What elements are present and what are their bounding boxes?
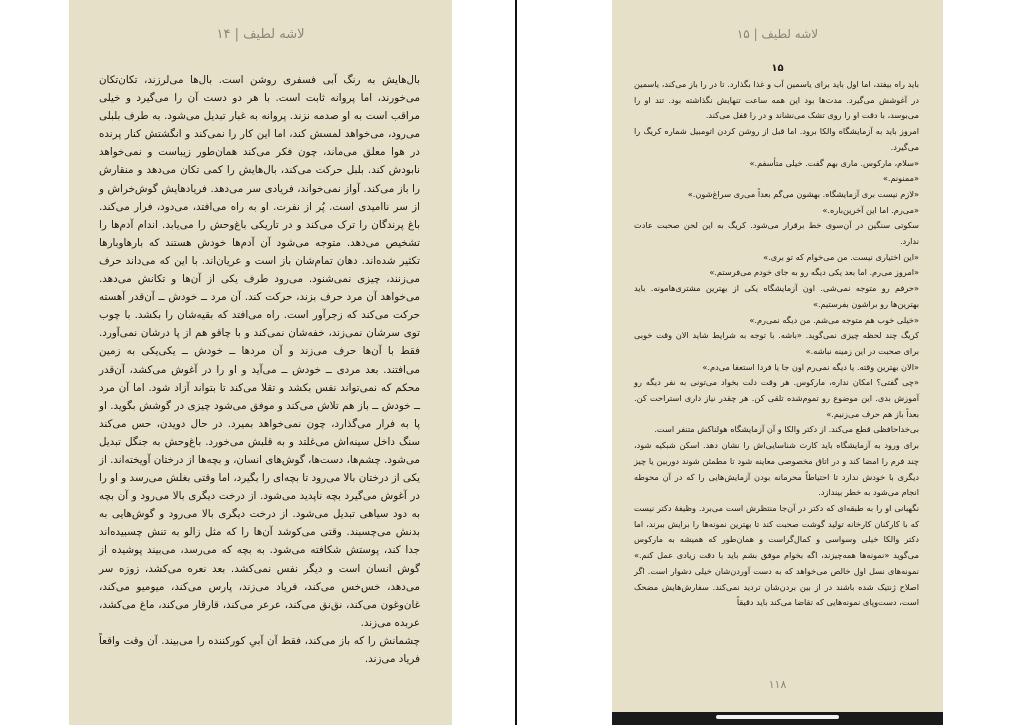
right-page (612, 0, 943, 712)
paragraph: برای ورود به آزمایشگاه باید کارت شناسایی‌اش را نشان دهد. اسکن شبکیه شود، چند فرم را امضا کند و در اتاق مخصوصی معاینه شود تا مطمئن شوند دوربین یا چیز دیگری با خودش ندارد تا احتیاطاً محرمانه بودن آزمایش‌هایی را که در آن محوطه انجام می‌شود به خطر بیندازد. (634, 440, 919, 498)
left-page-body (99, 71, 420, 668)
home-indicator[interactable] (716, 715, 839, 719)
paragraph: «خیلی خوب هم متوجه می‌شم. من دیگه نمی‌رم.» (749, 314, 919, 325)
paragraph: باید راه بیفتد، اما اول باید برای یاسمین آب و غذا بگذارد. تا در را باز می‌کند، یاسمین در آغوشش می‌گیرد. مدت‌ها بود این همه ساعت تنهایش نگذاشته بود. تند او را می‌بوسد، با دقت او را روی تشک می‌نشاند و در را قفل می‌کند. (634, 79, 919, 121)
right-page-header: لاشه لطیف | ۱۵ (736, 27, 819, 41)
paragraph: «امروز می‌رم. اما بعد یکی دیگه رو به جای خودم می‌فرستم.» (709, 267, 919, 278)
paragraph: نگهبانی او را به طبقه‌ای که دکتر در آن‌جا منتظرش است می‌برد. وظیفهٔ دکتر نیست که با کارکنان کارخانه تولید گوشت صحبت کند تا بهترین نمونه‌ها را برایش ببرند، اما دکتر والکا خیلی وسواسی و کمال‌گراست و همان‌طور که همیشه به مارکوس می‌گوید «نمونه‌ها همه‌چیزند، اگه بخوام موفق بشم باید با دقت زیادی عمل کنم.» نمونه‌های نسل اول خالص می‌خواهد که به دست آوردن‌شان خیلی دشوار است. اگر اصلاح ژنتیک شده باشند در از بین بردن‌شان تردید نمی‌کند. سفارش‌هایش مضحک است، دست‌وپای نمونه‌هایی که تقاضا می‌کند باید دقیقاً (634, 502, 919, 608)
paragraph: امروز باید به آزمایشگاه والکا برود. اما قبل از روشن کردن اتومبیل شماره کریگ را می‌گیرد. (634, 126, 919, 152)
paragraph: «می‌رم. اما این آخرین‌باره.» (822, 204, 919, 215)
left-page-header: لاشه لطیف | ۱۴ (216, 27, 305, 42)
chapter-number: ۱۵ (771, 63, 784, 74)
paragraph: «لازم نیست بری آزمایشگاه. بهشون می‌گم بعداً می‌ری سراغ‌شون.» (687, 188, 919, 199)
paragraph: بال‌هایش به رنگ آبی فسفری روشن است. بال‌ها می‌لرزند، تکان‌تکان می‌خورند، اما پروانه ثابت است. با هر دو دست آن را می‌گیرد و خیلی مراقب است به او صدمه نزند. پروانه به غبار تبدیل می‌شود. به طرف بلبلی می‌رود، می‌خواهد لمسش کند، اما این کار را نمی‌کند و انگشتش کنار پرنده در هوا معلق می‌ماند، چون فکر می‌کند همان‌طور زیباست و نمی‌خواهد نابودش کند. بلبل حرکت می‌کند، بال‌هایش را کمی تکان می‌دهد و منقارش را باز می‌کند. آواز نمی‌خواند، فریادی سر می‌دهد. فریادهایش گوش‌خراش و از سر ناامیدی است. پُر از نفرت. او به راه می‌افتد، می‌دود، فرار می‌کند. باغ پرندگان را ترک می‌کند و در تاریکی باغ‌وحش را می‌یابد. اندام آدم‌ها را تشخیص می‌دهد. متوجه می‌شود آن آدم‌ها خودش هستند که بارها‌وبارها تکثیر شده‌اند. دهان تمام‌شان باز است و عریان‌اند. با این که می‌داند حرف می‌زنند، چیزی نمی‌شنود. می‌رود طرف یکی از آن‌ها و تکانش می‌دهد. می‌خواهد آن مرد حرف بزند، حرکت کند. آن مرد ــ خودش ــ آن‌قدر آهسته حرکت می‌کند که زجرآور است. راه می‌افتد که بقیه‌شان را بکشد. با چوب توی سرشان نمی‌زند، خفه‌شان نمی‌کند و با چاقو هم از پا درشان نمی‌آورد. فقط با آن‌ها حرف می‌زند و آن مردها ــ خودش ــ یکی‌یکی به زمین می‌افتند. بعد مردی ــ خودش ــ می‌آید و او را در آغوش می‌کشد، آن‌قدر محکم که نمی‌تواند نفس بکشد و تقلا می‌کند تا بتواند آزاد شود. اما آن مرد ــ خودش ــ باز هم تلاش می‌کند و موفق می‌شود چیزی در گوشش بگوید. او پا به فرار می‌گذارد، چون نمی‌خواهد بمیرد. در حال دویدن، حس می‌کند سنگ داخل سینه‌اش می‌غلتد و به قلبش می‌خورد. باغ‌وحش به جنگل تبدیل می‌شود. چشم‌ها، دست‌ها، گوش‌های انسان، و بچه‌ها از درختان آویخته‌اند. از یکی از درختان بالا می‌رود تا بچه‌ای را بگیرد، اما وقتی بغلش می‌رسد و او را در آغوش می‌گیرد بچه ناپدید می‌شود. از درخت دیگری بالا می‌رود و آن بچه به دود سیاهی تبدیل می‌شود. از درخت دیگری بالا می‌رود و گوش‌هایی به بدنش می‌چسبند. وقتی می‌کوشد آن‌ها را که مثل زالو به تنش چسبیده‌اند جدا کند، پوستش شکافته می‌شود. به بچه که می‌رسد، می‌بیند پوشیده از گوش انسان است و دیگر نفس نمی‌کشد. بعد نعره می‌کشد، زوزه سر می‌دهد، خس‌خس می‌کند، فریاد می‌زند، پارس می‌کند، میومیو می‌کند، غان‌وغون می‌کند، نق‌نق می‌کند، عرعر می‌کند، قارقار می‌کند، ماغ می‌کشد، عربده می‌زند. (99, 74, 420, 629)
paragraph: «سلام، مارکوس. ماری بهم گفت. خیلی متأسفم.» (749, 157, 919, 168)
page-number-footer: ۱۱۸ (768, 678, 787, 691)
paragraph: «الان بهترین وقته. یا دیگه نمی‌رم اون جا یا فردا استعفا می‌دم.» (702, 361, 919, 372)
left-page (69, 0, 452, 725)
paragraph: «این اختیاری نیست. من می‌خوام که تو بری.» (763, 251, 919, 262)
paragraph: سکوتی سنگین در آن‌سوی خط برقرار می‌شود. کریگ به این لحن صحبت عادت ندارد. (634, 220, 919, 247)
paragraph: کریگ چند لحظه چیزی نمی‌گوید. «باشه. با توجه به شرایط شاید الان وقت خوبی برای صحبت در این زمینه نباشه.» (634, 330, 919, 356)
paragraph: «حرفم رو متوجه نمی‌شی. اون آزمایشگاه یکی از بهترین مشتری‌هامونه. باید بهترین‌ها رو براشون بفرستیم.» (634, 283, 919, 309)
paragraph: «چی گفتی؟ امکان نداره، مارکوس. هر وقت دلت بخواد می‌تونی به نفر دیگه رو آموزش بدی. این موضوع رو تموم‌شده تلقی کن. هر چقدر نیاز داری استراحت کن. بعداً باز هم حرف می‌زنیم.» (634, 377, 919, 419)
paragraph: بی‌خداحافظی قطع می‌کند. از دکتر والکا و آن آزمایشگاه هولناکش متنفر است. (654, 424, 919, 435)
paragraph: چشمانش را که باز می‌کند، فقط آن آبیِ کورکننده را می‌بیند. آن وقت واقعاً فریاد می‌زند. (99, 634, 420, 665)
paragraph: «ممنونم.» (882, 173, 919, 184)
page-divider (515, 0, 517, 725)
right-page-body (634, 77, 919, 611)
